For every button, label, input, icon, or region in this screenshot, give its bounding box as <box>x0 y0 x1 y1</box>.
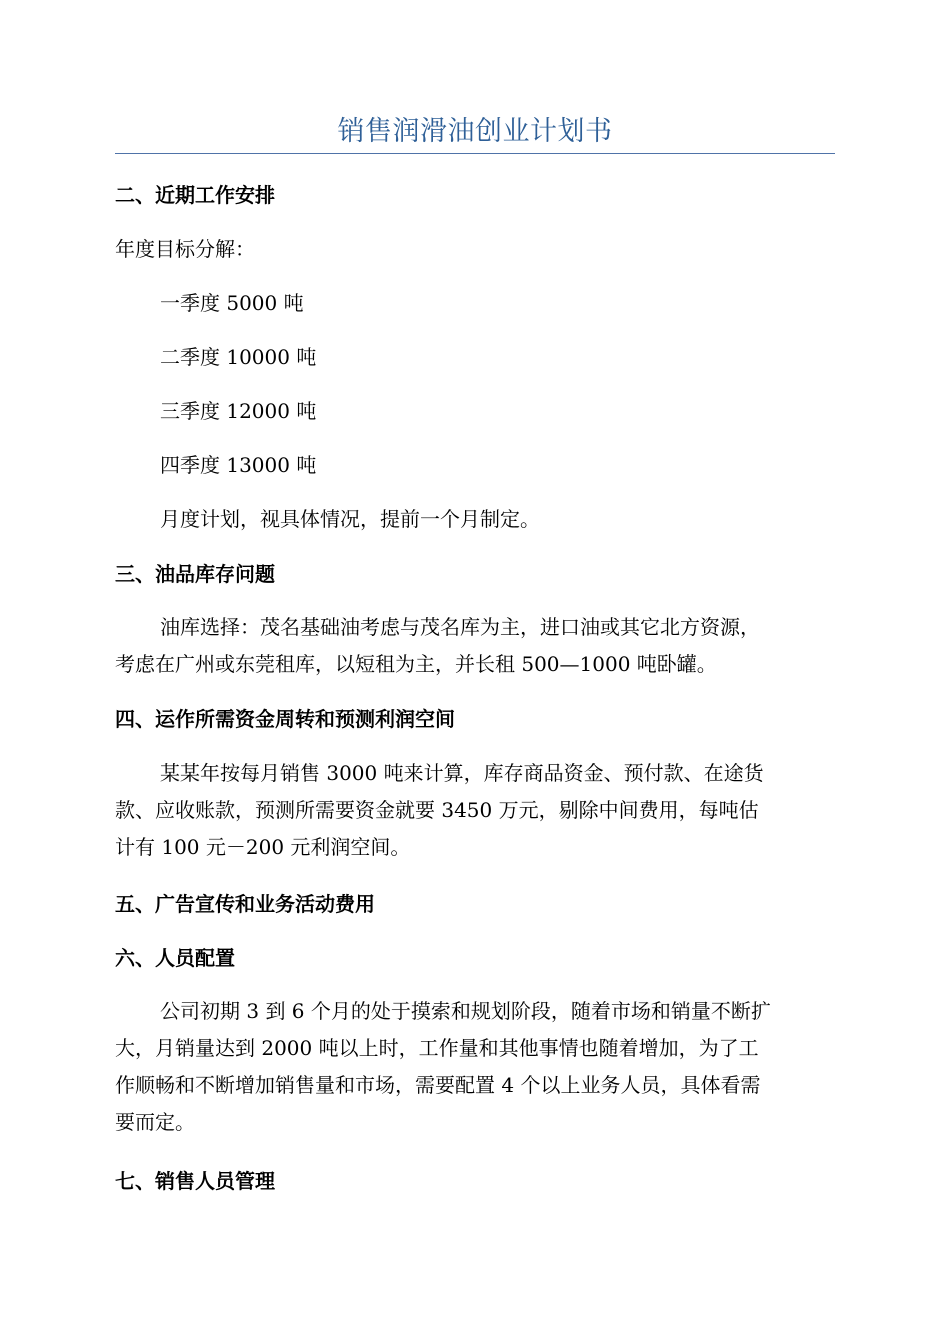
paragraph-line: 计有 100 元－200 元利润空间。 <box>115 835 411 859</box>
paragraph-line: 款、应收账款，预测所需要资金就要 3450 万元，剔除中间费用，每吨估 <box>115 798 759 822</box>
quarter-4-target: 四季度 13000 吨 <box>160 453 317 477</box>
monthly-plan-text: 月度计划，视具体情况，提前一个月制定。 <box>160 507 540 531</box>
section-heading-5: 五、广告宣传和业务活动费用 <box>115 892 375 916</box>
section-3-paragraph <box>115 609 835 683</box>
section-heading-7: 七、销售人员管理 <box>115 1169 275 1193</box>
title-underline <box>115 153 835 154</box>
paragraph-line: 大，月销量达到 2000 吨以上时，工作量和其他事情也随着增加，为了工 <box>115 1036 759 1060</box>
paragraph-line: 考虑在广州或东莞租库，以短租为主，并长租 500—1000 吨卧罐。 <box>115 652 717 676</box>
paragraph-line: 某某年按每月销售 3000 吨来计算，库存商品资金、预付款、在途货 <box>160 761 764 785</box>
section-heading-2: 二、近期工作安排 <box>115 183 275 207</box>
quarter-3-target: 三季度 12000 吨 <box>160 399 317 423</box>
section-6-paragraph <box>115 993 835 1141</box>
section-heading-3: 三、油品库存问题 <box>115 562 275 586</box>
section-4-paragraph <box>115 755 835 866</box>
quarter-2-target: 二季度 10000 吨 <box>160 345 317 369</box>
paragraph-line: 公司初期 3 到 6 个月的处于摸索和规划阶段，随着市场和销量不断扩 <box>160 999 771 1023</box>
section-heading-4: 四、运作所需资金周转和预测利润空间 <box>115 707 455 731</box>
paragraph-line: 油库选择：茂名基础油考虑与茂名库为主，进口油或其它北方资源， <box>160 615 760 639</box>
quarter-1-target: 一季度 5000 吨 <box>160 291 304 315</box>
paragraph-line: 要而定。 <box>115 1110 195 1134</box>
paragraph-line: 作顺畅和不断增加销售量和市场，需要配置 4 个以上业务人员，具体看需 <box>115 1073 761 1097</box>
section-heading-6: 六、人员配置 <box>115 946 235 970</box>
annual-target-intro: 年度目标分解： <box>115 237 255 261</box>
document-title: 销售润滑油创业计划书 <box>337 116 613 147</box>
